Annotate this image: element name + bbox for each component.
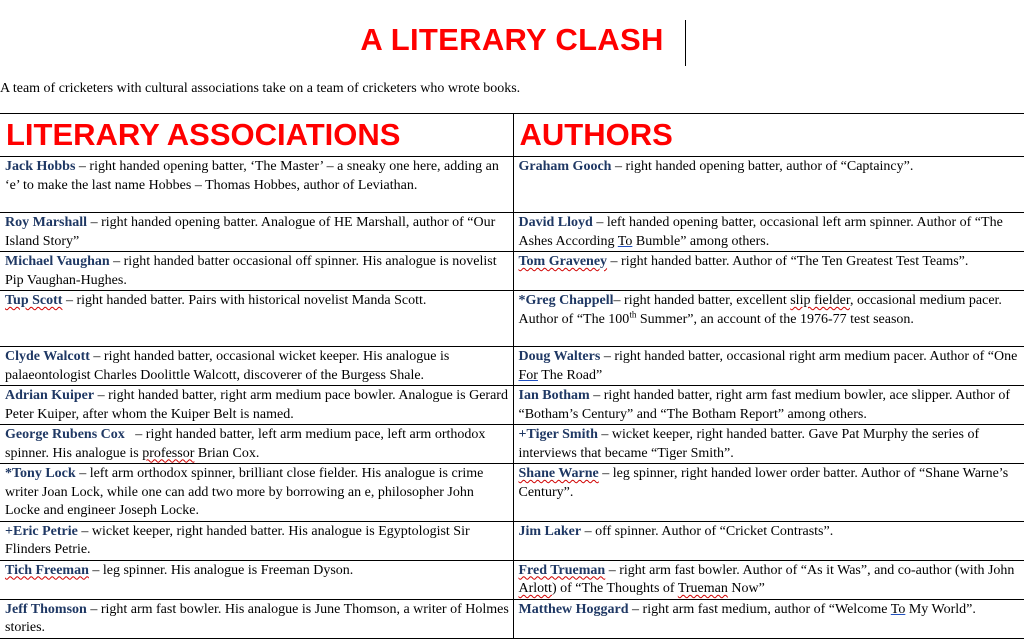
- player-description: – leg spinner. His analogue is Freeman Dyson.: [88, 562, 354, 578]
- cricket-teams-table: [0, 113, 1024, 639]
- table-row: [0, 386, 1024, 425]
- player-description: To: [617, 233, 633, 249]
- player-name: Adrian Kuiper: [5, 388, 95, 403]
- header-authors: AUTHORS: [513, 114, 1024, 157]
- author-cell: [513, 386, 1024, 425]
- player-description: The Road”: [537, 367, 603, 383]
- player-name: Matthew Hoggard: [518, 601, 629, 617]
- player-name: Tom Graveney: [518, 254, 608, 269]
- player-description: Trueman: [677, 581, 728, 596]
- author-cell: [513, 560, 1024, 599]
- table-row: [0, 464, 1024, 522]
- literary-cell: [0, 599, 513, 638]
- table-row: [0, 291, 1024, 347]
- player-name: George Rubens Cox: [5, 427, 125, 442]
- author-cell: [513, 252, 1024, 291]
- literary-cell: [0, 213, 513, 252]
- player-name: Graham Gooch: [518, 159, 612, 174]
- literary-cell: [0, 386, 513, 425]
- player-description: – right handed batter, occasional right arm medium pacer. Author of “One: [600, 349, 1018, 364]
- player-description: – leg spinner, right handed lower order batter. Author of “Shane Warne’s Century”.: [518, 466, 1009, 500]
- player-description: – right arm fast medium, author of “Welcome: [628, 601, 891, 617]
- author-cell: [513, 425, 1024, 464]
- player-description: – right handed opening batter. Analogue of HE Marshall, author of “Our Island Story”: [5, 215, 496, 249]
- player-name: Doug Walters: [518, 349, 601, 364]
- player-description: – right handed opening batter, ‘The Master’ – a sneaky one here, adding an ‘e’ to make the last name Hobbes – Thomas Hobbes, author of Leviathan.: [5, 159, 499, 193]
- player-description: Brian Cox.: [194, 445, 260, 461]
- player-name: Tup Scott: [5, 293, 63, 308]
- author-cell: [513, 347, 1024, 386]
- literary-cell: [0, 521, 513, 560]
- table-row: [0, 213, 1024, 252]
- player-description: – right handed batter. Pairs with historical novelist Manda Scott.: [62, 293, 427, 308]
- literary-cell: [0, 560, 513, 599]
- table-row: [0, 157, 1024, 213]
- player-description: – right handed opening batter, author of “Captaincy”.: [611, 159, 914, 174]
- literary-cell: [0, 157, 513, 213]
- literary-cell: [0, 464, 513, 522]
- player-description: – right handed batter, right arm fast medium bowler, ace slipper. Author of “Botham’s Century” and “The Botham Report” among others.: [518, 388, 1011, 422]
- author-cell: [513, 599, 1024, 638]
- player-name: Shane Warne: [518, 466, 599, 481]
- table-row: [0, 599, 1024, 638]
- table-row: [0, 252, 1024, 291]
- literary-cell: [0, 291, 513, 347]
- superscript: th: [629, 308, 637, 319]
- table-header-row: [0, 114, 1024, 157]
- player-name: Michael Vaughan: [5, 254, 110, 269]
- player-name: Jack Hobbs: [5, 159, 76, 174]
- table-row: [0, 425, 1024, 464]
- intro-paragraph: A team of cricketers with cultural associations take on a team of cricketers who wrote books.: [0, 81, 521, 96]
- player-name: Fred Trueman: [518, 562, 606, 578]
- player-description: ) of “The Thoughts of: [551, 581, 678, 596]
- player-description: slip fielder: [790, 293, 850, 308]
- player-description: Bumble” among others.: [632, 233, 770, 249]
- document-title: A LITERARY CLASH: [360, 22, 664, 57]
- player-description: To: [890, 601, 906, 617]
- player-name: *Greg Chappell: [518, 293, 614, 308]
- player-description: – right handed batter occasional off spinner. His analogue is novelist Pip Vaughan-Hughes.: [5, 254, 497, 288]
- player-description: – right arm fast bowler. Author of “As it Was”, and co-author (with John: [605, 562, 1015, 578]
- player-description: – right handed batter, occasional wicket keeper. His analogue is palaeontologist Charles Doolittle Walcott, discoverer of the Burgess Shale.: [5, 349, 450, 383]
- header-literary-associations: LITERARY ASSOCIATIONS: [0, 114, 513, 157]
- literary-cell: [0, 425, 513, 464]
- player-description: My World”.: [905, 601, 976, 617]
- player-name: Tich Freeman: [5, 562, 89, 578]
- player-description: – left arm orthodox spinner, brilliant close fielder. His analogue is crime writer Joan Lock, while one can add two more by borrowing an e, philosopher John Locke and engineer Joseph Locke.: [5, 466, 484, 518]
- player-description: – wicket keeper, right handed batter. Gave Pat Murphy the series of interviews that became “Tiger Smith”.: [518, 427, 980, 461]
- player-name: +Eric Petrie: [5, 523, 78, 539]
- player-description: Arlott: [518, 581, 552, 596]
- table-row: [0, 560, 1024, 599]
- author-cell: [513, 291, 1024, 347]
- player-description: Now”: [727, 581, 765, 596]
- player-name: Jeff Thomson: [5, 601, 87, 617]
- player-description: , occasional medium pacer. Author of “The 100: [518, 293, 1002, 327]
- author-cell: [513, 213, 1024, 252]
- literary-cell: [0, 347, 513, 386]
- player-description: – wicket keeper, right handed batter. His analogue is Egyptologist Sir Flinders Petrie.: [5, 523, 470, 557]
- player-name: Jim Laker: [518, 523, 582, 539]
- player-name: Clyde Walcott: [5, 349, 90, 364]
- literary-cell: [0, 252, 513, 291]
- player-description: For: [518, 367, 538, 383]
- player-description: – off spinner. Author of “Cricket Contrasts”.: [581, 523, 834, 539]
- author-cell: [513, 521, 1024, 560]
- player-description: – right arm fast bowler. His analogue is June Thomson, a writer of Holmes stories.: [5, 601, 509, 635]
- player-name: David Lloyd: [518, 215, 593, 230]
- player-description: professor: [142, 445, 195, 461]
- player-name: *Tony Lock: [5, 466, 76, 481]
- table-row: [0, 521, 1024, 560]
- player-name: Roy Marshall: [5, 215, 88, 230]
- table-row: [0, 347, 1024, 386]
- player-description: – right handed batter, excellent: [613, 293, 791, 308]
- author-cell: [513, 464, 1024, 522]
- player-description: – right handed batter. Author of “The Ten Greatest Test Teams”.: [607, 254, 969, 269]
- player-description: – left handed opening batter, occasional left arm spinner. Author of “The Ashes According: [518, 215, 1003, 249]
- player-description: – right handed batter, right arm medium pace bowler. Analogue is Gerard Peter Kuiper, after whom the Kuiper Belt is named.: [5, 388, 508, 422]
- player-name: Ian Botham: [518, 388, 590, 403]
- player-description: – right handed batter, left arm medium pace, left arm orthodox spinner. His analogue is: [5, 427, 489, 461]
- author-cell: [513, 157, 1024, 213]
- player-description: Summer”, an account of the 1976-77 test season.: [636, 311, 914, 327]
- text-cursor: [685, 20, 686, 66]
- player-name: +Tiger Smith: [518, 427, 598, 442]
